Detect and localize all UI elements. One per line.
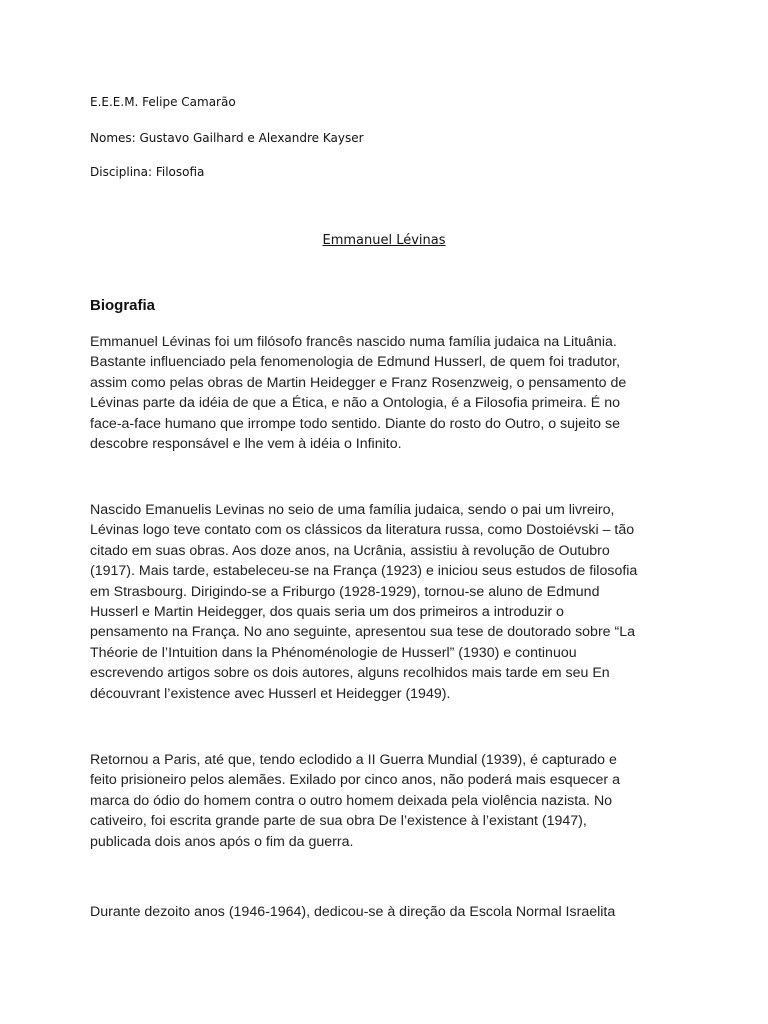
paragraph-line: assim como pelas obras de Martin Heidegger e Franz Rosenzweig, o pensamento de [90, 374, 627, 391]
paragraph-line: Retornou a Paris, até que, tendo eclodido a II Guerra Mundial (1939), é capturado e [90, 752, 617, 768]
paragraph-line: Nascido Emanuelis Levinas no seio de uma família judaica, sendo o pai um livreiro, [90, 502, 615, 518]
paragraph-line: Emmanuel Lévinas foi um filósofo francês nascido numa família judaica na Lituânia. [90, 334, 617, 350]
paragraph-line: Bastante influenciado pela fenomenologia de Edmund Husserl, de quem foi tradutor, [90, 354, 621, 371]
paragraph-line: face-a-face humano que irrompe todo sentido. Diante do rosto do Outro, o sujeito se [90, 415, 620, 432]
section-heading-biografia: Biografia [90, 297, 156, 314]
paragraph-line: cativeiro, foi escrita grande parte de sua obra De l’existence à l’existant (1947), [90, 813, 587, 830]
paragraph-line: feito prisioneiro pelos alemães. Exilado por cinco anos, não poderá mais esquecer a [90, 772, 620, 789]
paragraph-line: Lévinas logo teve contato com os clássicos da literatura russa, como Dostoiévski – tão [90, 522, 635, 539]
paragraph-line: Durante dezoito anos (1946-1964), dedicou-se à direção da Escola Normal Israelita [90, 904, 616, 920]
paragraph-line: (1917). Mais tarde, estabeleceu-se na França (1923) e iniciou seus estudos de filosofia [90, 563, 638, 580]
paragraph-3 [90, 750, 690, 852]
paragraph-line: citado em suas obras. Aos doze anos, na Ucrânia, assistiu à revolução de Outubro [90, 542, 610, 559]
document-title: Emmanuel Lévinas [322, 233, 446, 248]
paragraph-line: em Strasbourg. Dirigindo-se a Friburgo (1928-1929), tornou-se aluno de Edmund [90, 583, 600, 600]
paragraph-line: découvrant l’existence avec Husserl et Heidegger (1949). [90, 685, 451, 702]
paragraph-4 [90, 902, 690, 922]
paragraph-line: pensamento na França. No ano seguinte, apresentou sua tese de doutorado sobre “La [90, 624, 636, 641]
paragraph-line: Lévinas parte da idéia de que a Ética, e não a Ontologia, é a Filosofia primeira. É no [90, 395, 620, 412]
paragraph-line: escrevendo artigos sobre os dois autores, alguns recolhidos mais tarde em seu En [90, 665, 610, 682]
paragraph-line: marca do ódio do homem contra o outro homem deixada pela violência nazista. No [90, 792, 613, 809]
school-name: E.E.E.M. Felipe Camarão [90, 95, 236, 109]
paragraph-line: Théorie de l’Intuition dans la Phénoménologie de Husserl” (1930) e continuou [90, 644, 577, 661]
paragraph-1 [90, 332, 690, 454]
paragraph-line: Husserl e Martin Heidegger, dos quais seria um dos primeiros a introduzir o [90, 603, 564, 620]
student-names: Nomes: Gustavo Gailhard e Alexandre Kayser [90, 131, 364, 145]
paragraph-line: descobre responsável e lhe vem à idéia o Infinito. [90, 435, 402, 452]
discipline-label: Disciplina: Filosofia [90, 165, 205, 179]
paragraph-2 [90, 500, 690, 704]
paragraph-line: publicada dois anos após o fim da guerra. [90, 833, 354, 850]
